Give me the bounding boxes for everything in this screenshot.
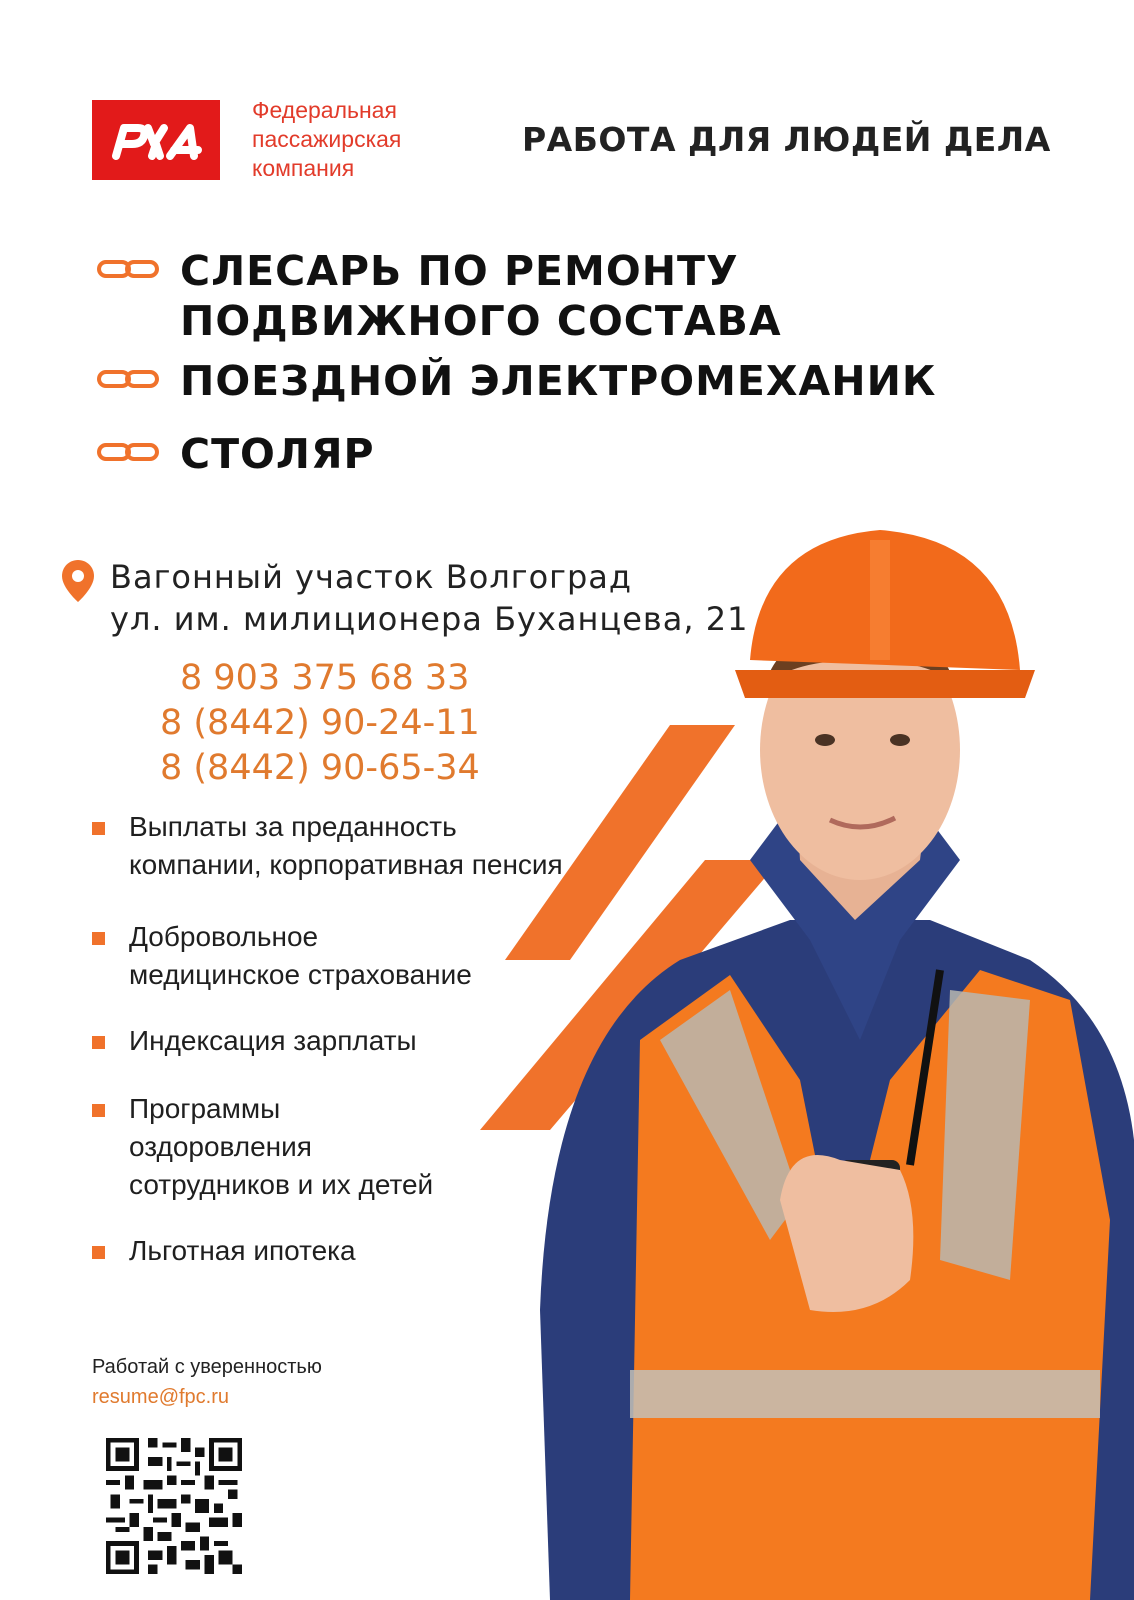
benefit-item [92,918,652,994]
phone-number[interactable]: 8 903 375 68 33 [180,658,470,698]
chain-link-icon [96,441,160,463]
address [110,556,748,640]
rzd-logo-mark [92,100,220,180]
benefit-item [92,1232,652,1270]
footer-tagline: Работай с уверенностью [92,1356,322,1378]
vacancy-item [96,356,936,406]
benefit-text: Добровольное медицинское страхование [129,921,472,990]
vacancy-title: ПОЕЗДНОЙ ЭЛЕКТРОМЕХАНИК [180,357,937,405]
benefit-text: Льготная ипотека [129,1235,356,1266]
slogan: РАБОТА ДЛЯ ЛЮДЕЙ ДЕЛА [522,120,1051,159]
vacancy-item [96,429,375,479]
brand-line-3: компания [252,155,355,181]
chain-link-icon [96,368,160,390]
address-line-2: ул. им. милиционера Буханцева, 21 [110,600,749,638]
bullet-square-icon [92,1246,105,1259]
benefit-item [92,1090,652,1204]
benefits-list [92,808,652,1298]
chain-link-icon [96,258,160,280]
benefit-text: Индексация зарплаты [129,1025,417,1056]
brand-line-2: пассажирская [252,126,402,152]
benefit-item [92,808,652,884]
bullet-square-icon [92,932,105,945]
phone-number[interactable]: 8 (8442) 90-65-34 [160,748,480,788]
benefit-item [92,1022,652,1060]
brand-name [252,96,401,183]
vacancy-item [96,246,1096,346]
address-line-1: Вагонный участок Волгоград [110,558,633,596]
benefit-text: Выплаты за преданность компании, корпоративная пенсия [129,811,563,880]
phone-list [160,656,480,791]
vacancy-title: СЛЕСАРЬ ПО РЕМОНТУ ПОДВИЖНОГО СОСТАВА [180,247,782,345]
benefit-text: Программы оздоровления сотрудников и их детей [129,1093,434,1200]
bullet-square-icon [92,1104,105,1117]
qr-code[interactable] [106,1438,242,1574]
rzd-logo [92,100,220,180]
location-pin-icon [62,560,94,602]
phone-number[interactable]: 8 (8442) 90-24-11 [160,703,480,743]
email-link[interactable]: resume@fpc.ru [92,1386,230,1408]
brand-line-1: Федеральная [252,97,397,123]
vacancy-title: СТОЛЯР [180,430,375,478]
bullet-square-icon [92,1036,105,1049]
bullet-square-icon [92,822,105,835]
